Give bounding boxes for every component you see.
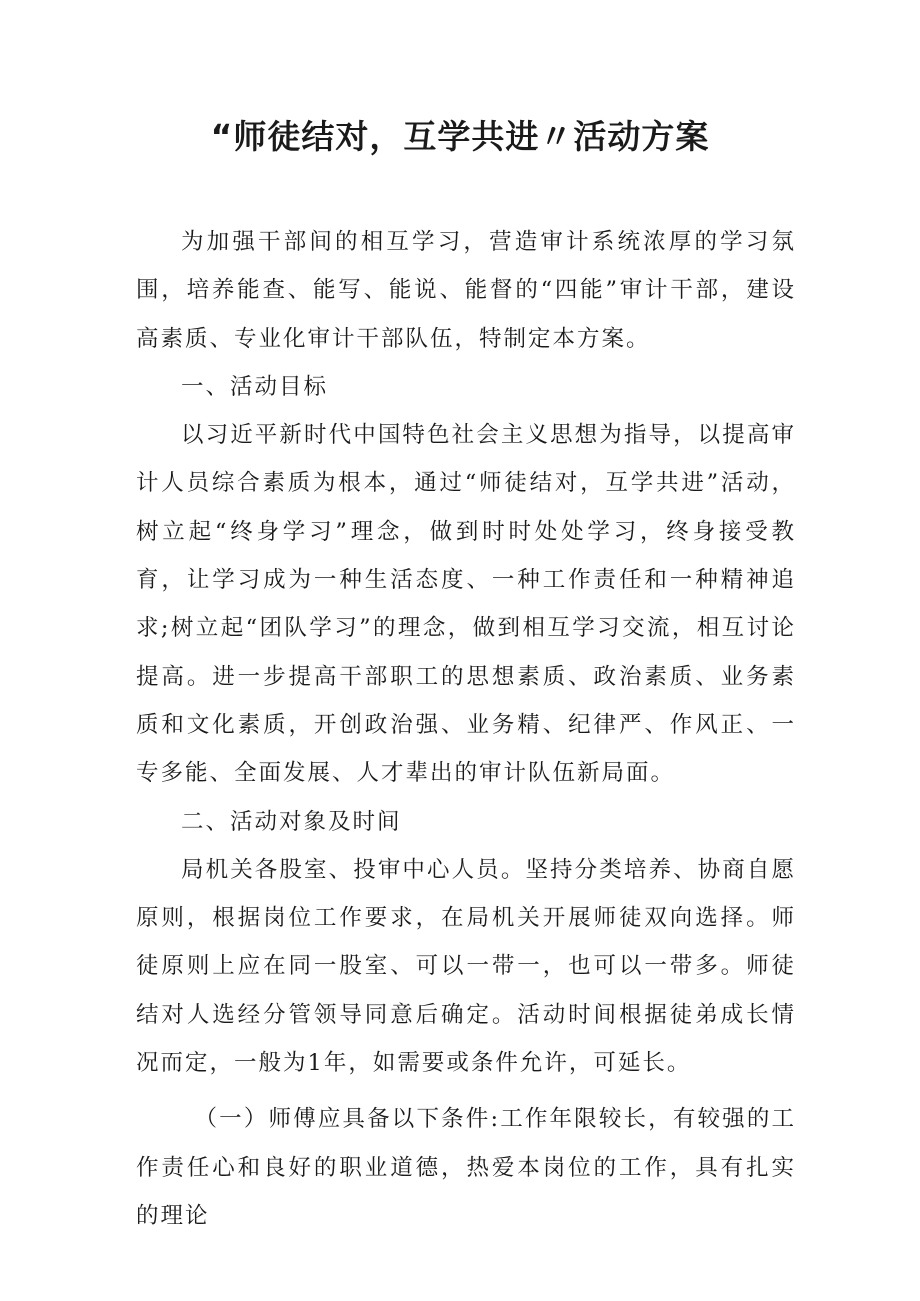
- document-title: “师徒结对，互学共进〃活动方案: [210, 117, 710, 156]
- mentor-conditions-paragraph: （一）师傅应具备以下条件:工作年限较长，有较强的工作责任心和良好的职业道德，热爱本岗位的工作，具有扎实的理论: [136, 1106, 796, 1229]
- section-heading-goals: 一、活动目标: [181, 373, 329, 400]
- section-heading-targets: 二、活动对象及时间: [181, 808, 402, 835]
- intro-paragraph: 为加强干部间的相互学习，营造审计系统浓厚的学习氛围，培养能查、能写、能说、能督的“四能”审计干部，建设高素质、专业化审计干部队伍，特制定本方案。: [136, 229, 796, 352]
- document-body: [136, 218, 796, 1240]
- targets-paragraph: 局机关各股室、投审中心人员。坚持分类培养、协商自愿原则，根据岗位工作要求，在局机关开展师徒双向选择。师徒原则上应在同一股室、可以一带一，也可以一带多。师徒结对人选经分管领导同意后确定。活动时间根据徒弟成长情况而定，一般为1年，如需要或条件允许，可延长。: [136, 856, 796, 1077]
- goals-paragraph: 以习近平新时代中国特色社会主义思想为指导，以提高审计人员综合素质为根本，通过“师徒结对，互学共进”活动，树立起“终身学习”理念，做到时时处处学习，终身接受教育，让学习成为一种生活态度、一种工作责任和一种精神追求;树立起“团队学习”的理念，做到相互学习交流，相互讨论提高。进一步提高干部职工的思想素质、政治素质、业务素质和文化素质，开创政治强、业务精、纪律严、作风正、一专多能、全面发展、人才辈出的审计队伍新局面。: [136, 422, 796, 787]
